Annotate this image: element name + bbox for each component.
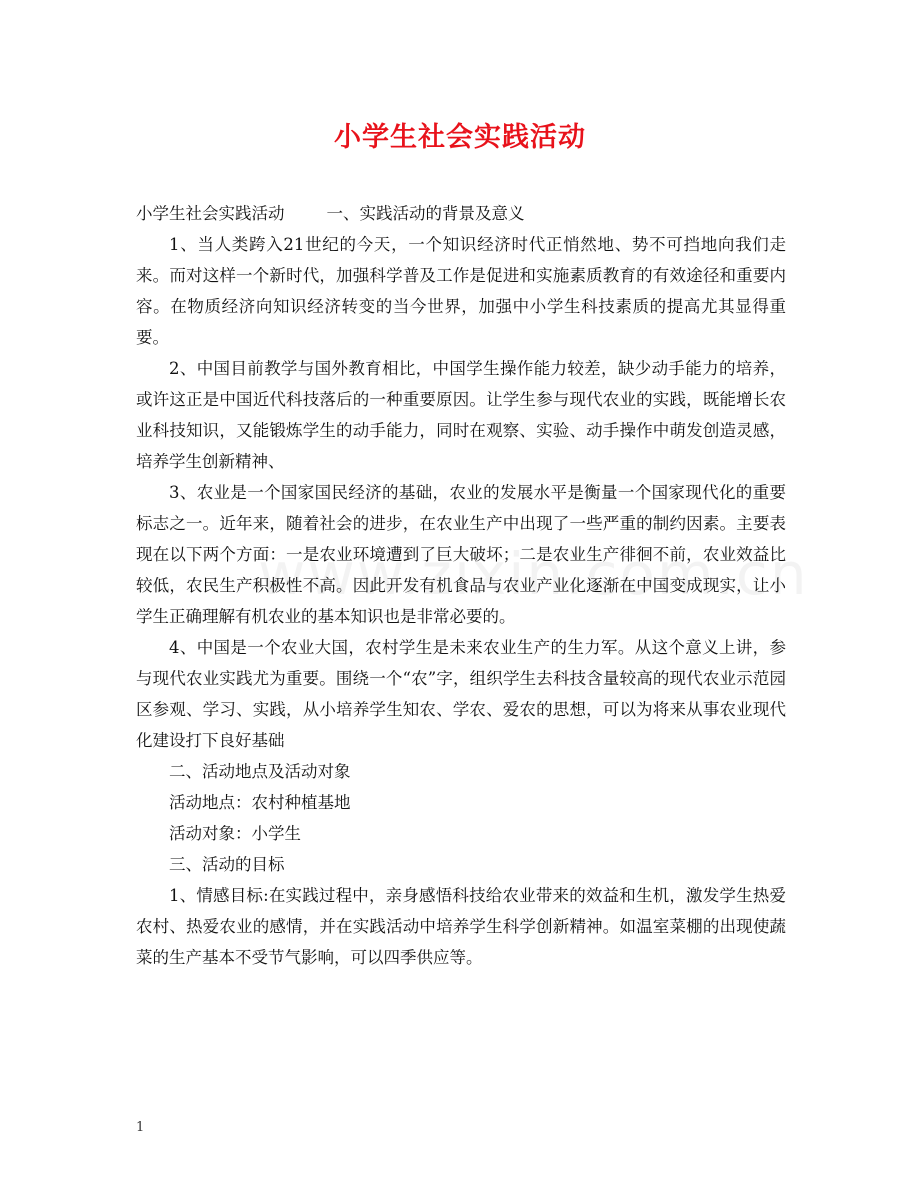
paragraph-emotional-goal: 1、情感目标:在实践过程中，亲身感悟科技给农业带来的效益和生机，激发学生热爱农村、热爱农业的感情，并在实践活动中培养学生科学创新精神。如温室菜棚的出现使蔬菜的生产基本不受节气影响，可以四季供应等。	[136, 886, 786, 967]
activity-target: 活动对象：小学生	[169, 824, 301, 843]
section-heading-2: 二、活动地点及活动对象	[169, 762, 351, 781]
lead-line	[136, 198, 786, 229]
paragraph-1: 1、当人类跨入21世纪的今天，一个知识经济时代正悄然地、势不可挡地向我们走来。而对这样一个新时代，加强科学普及工作是促进和实施素质教育的有效途径和重要内容。在物质经济向知识经济转变的当今世界，加强中小学生科技素质的提高尤其显得重要。	[136, 235, 786, 347]
paragraph-4: 4、中国是一个农业大国，农村学生是未来农业生产的生力军。从这个意义上讲，参与现代农业实践尤为重要。围绕一个“农”字，组织学生去科技含量较高的现代农业示范园区参观、学习、实践，从小培养学生知农、学农、爱农的思想，可以为将来从事农业现代化建设打下良好基础	[136, 638, 786, 750]
activity-location: 活动地点：农村种植基地	[169, 793, 351, 812]
paragraph-3: 3、农业是一个国家国民经济的基础，农业的发展水平是衡量一个国家现代化的重要标志之一。近年来，随着社会的进步，在农业生产中出现了一些严重的制约因素。主要表现在以下两个方面：一是农业环境遭到了巨大破坏；二是农业生产徘徊不前，农业效益比较低，农民生产积极性不高。因此开发有机食品与农业产业化逐渐在中国变成现实，让小学生正确理解有机农业的基本知识也是非常必要的。	[136, 483, 786, 626]
paragraph-2: 2、中国目前教学与国外教育相比，中国学生操作能力较差，缺少动手能力的培养，或许这正是中国近代科技落后的一种重要原因。让学生参与现代农业的实践，既能增长农业科技知识，又能锻炼学生的动手能力，同时在观察、实验、动手操作中萌发创造灵感，培养学生创新精神、	[136, 359, 786, 471]
page-number: 1	[136, 1120, 145, 1135]
lead-right-heading: 一、实践活动的背景及意义	[326, 204, 525, 223]
document-title: 小学生社会实践活动	[334, 122, 586, 153]
document-body	[136, 198, 786, 973]
section-heading-3: 三、活动的目标	[169, 855, 285, 874]
lead-left-text: 小学生社会实践活动	[136, 204, 285, 223]
